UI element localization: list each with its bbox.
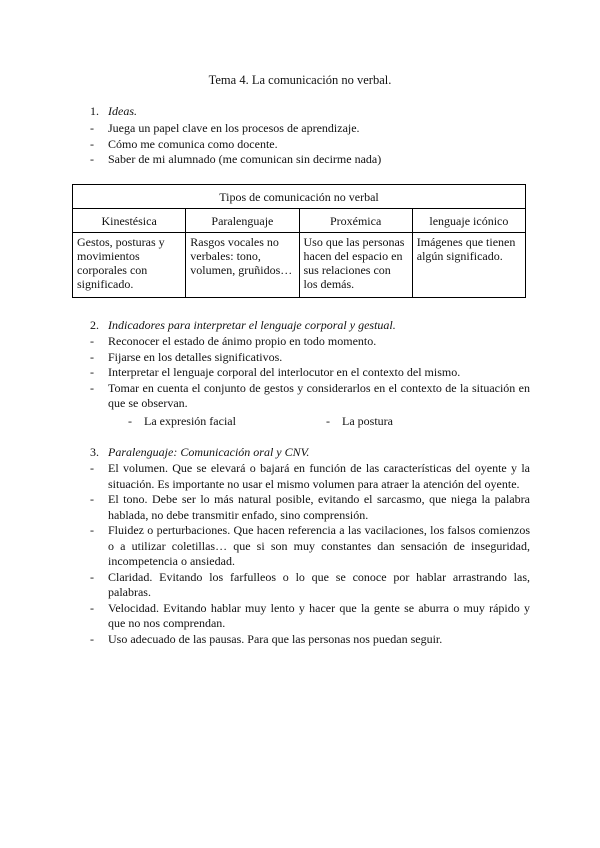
list-item: - Fluidez o perturbaciones. Que hacen referencia a las vacilaciones, los falsos comienzos o a utilizar coletillas… que si son muy constantes dan sensación de inseguridad, incompetencia o ansiedad. [90,523,530,568]
list-item: - El tono. Debe ser lo más natural posible, evitando el sarcasmo, que niega la palabra hablada, no debe transmitir enfado, sino comprensión. [90,492,530,522]
section-1-title: Ideas. [108,104,137,118]
table-header: Proxémica [299,209,412,233]
sub-list-item: - La expresión facial [128,414,236,428]
list-item: - Reconocer el estado de ánimo propio en todo momento. [90,334,377,348]
list-item: - Velocidad. Evitando hablar muy lento y hacer que la gente se aburra o muy rápido y que no nos comprendan. [90,600,530,630]
list-item: - Juega un papel clave en los procesos de aprendizaje. [90,121,360,135]
table-header: Paralenguaje [186,209,299,233]
section-2-heading [90,318,396,333]
table-cell: Gestos, posturas y movimientos corporales con significado. [73,233,186,298]
page-title: Tema 4. La comunicación no verbal. [208,73,392,87]
section-2-title: Indicadores para interpretar el lenguaje corporal y gestual. [108,318,396,332]
table-cell: Imágenes que tienen algún significado. [412,233,525,298]
table-cell: Uso que las personas hacen del espacio en sus relaciones con los demás. [299,233,412,298]
list-item: - El volumen. Que se elevará o bajará en función de las características del oyente y la situación. Es importante no usar el mismo volumen para atraer la atención del oyente. [90,461,530,491]
section-3-heading [90,445,309,460]
table-header: Kinestésica [73,209,186,233]
section-3-list [90,461,530,647]
list-item: - Uso adecuado de las pausas. Para que las personas nos puedan seguir. [90,631,443,646]
table-header: lenguaje icónico [412,209,525,233]
nonverbal-types-table [72,184,526,298]
list-item: - Claridad. Evitando los farfulleos o lo que se conoce por hablar arrastrando las, palabras. [90,569,530,599]
section-3-number: 3. [90,445,99,459]
list-item: - Cómo me comunica como docente. [90,136,278,151]
section-1-number: 1. [90,104,99,118]
section-2-list [90,334,530,412]
section-3-title: Paralenguaje: Comunicación oral y CNV. [108,445,310,459]
table-caption: Tipos de comunicación no verbal [73,185,526,209]
table-row [73,233,526,298]
list-item: - Fijarse en los detalles significativos. [90,349,283,364]
table-cell: Rasgos vocales no verbales: tono, volumen, gruñidos… [186,233,299,298]
sub-list-item: - La postura [326,414,393,428]
list-item: - Saber de mi alumnado (me comunican sin decirme nada) [90,152,382,166]
section-1-list [90,121,530,168]
section-1-heading [90,104,137,119]
list-item: - Tomar en cuenta el conjunto de gestos y considerarlos en el contexto de la situación en que se observan. [90,380,530,410]
list-item: - Interpretar el lenguaje corporal del interlocutor en el contexto del mismo. [90,365,461,379]
section-2-number: 2. [90,318,99,332]
